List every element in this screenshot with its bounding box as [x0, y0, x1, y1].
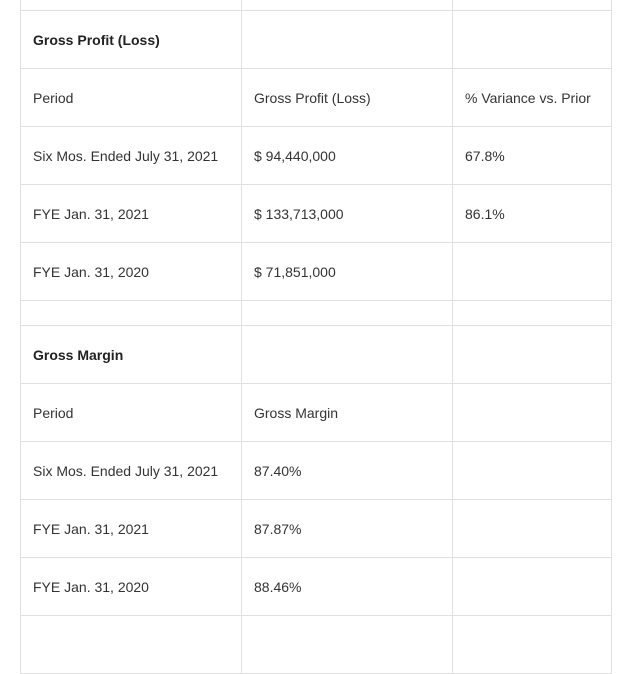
column-header-variance: % Variance vs. Prior — [453, 69, 612, 127]
table-row — [21, 616, 612, 674]
financial-table — [20, 0, 612, 674]
gross-profit-cell: $ 133,713,000 — [242, 185, 453, 243]
table-cell — [242, 0, 453, 11]
section-title-row — [21, 11, 612, 69]
gross-profit-section-title: Gross Profit (Loss) — [21, 11, 242, 69]
table-cell — [242, 301, 453, 326]
column-header-period: Period — [21, 69, 242, 127]
period-cell: FYE Jan. 31, 2020 — [21, 558, 242, 616]
table-row — [21, 558, 612, 616]
gross-profit-cell: $ 94,440,000 — [242, 127, 453, 185]
gross-profit-cell: $ 71,851,000 — [242, 243, 453, 301]
variance-cell — [453, 243, 612, 301]
variance-cell: 67.8% — [453, 127, 612, 185]
table-cell — [242, 616, 453, 674]
period-cell: FYE Jan. 31, 2021 — [21, 500, 242, 558]
table-cell — [453, 326, 612, 384]
table-cell — [453, 558, 612, 616]
header-row — [21, 384, 612, 442]
section-title-row — [21, 326, 612, 384]
column-header-gross-margin: Gross Margin — [242, 384, 453, 442]
table-cell — [21, 0, 242, 11]
table-cell — [453, 616, 612, 674]
table-cell — [242, 11, 453, 69]
table-row — [21, 0, 612, 11]
financial-tables — [20, 0, 611, 674]
table-cell — [242, 326, 453, 384]
table-cell — [453, 500, 612, 558]
header-row — [21, 69, 612, 127]
gross-margin-cell: 87.40% — [242, 442, 453, 500]
gross-margin-section-title: Gross Margin — [21, 326, 242, 384]
table-cell — [453, 11, 612, 69]
gross-margin-cell: 88.46% — [242, 558, 453, 616]
gross-margin-cell: 87.87% — [242, 500, 453, 558]
table-row — [21, 500, 612, 558]
column-header-empty — [453, 384, 612, 442]
table-row — [21, 243, 612, 301]
spacer-row — [21, 301, 612, 326]
table-row — [21, 442, 612, 500]
column-header-gross-profit: Gross Profit (Loss) — [242, 69, 453, 127]
period-cell: Six Mos. Ended July 31, 2021 — [21, 442, 242, 500]
table-cell — [453, 442, 612, 500]
table-cell — [21, 301, 242, 326]
period-cell: FYE Jan. 31, 2021 — [21, 185, 242, 243]
table-cell — [21, 616, 242, 674]
variance-cell: 86.1% — [453, 185, 612, 243]
column-header-period: Period — [21, 384, 242, 442]
table-row — [21, 185, 612, 243]
table-cell — [453, 0, 612, 11]
period-cell: Six Mos. Ended July 31, 2021 — [21, 127, 242, 185]
table-row — [21, 127, 612, 185]
period-cell: FYE Jan. 31, 2020 — [21, 243, 242, 301]
table-cell — [453, 301, 612, 326]
